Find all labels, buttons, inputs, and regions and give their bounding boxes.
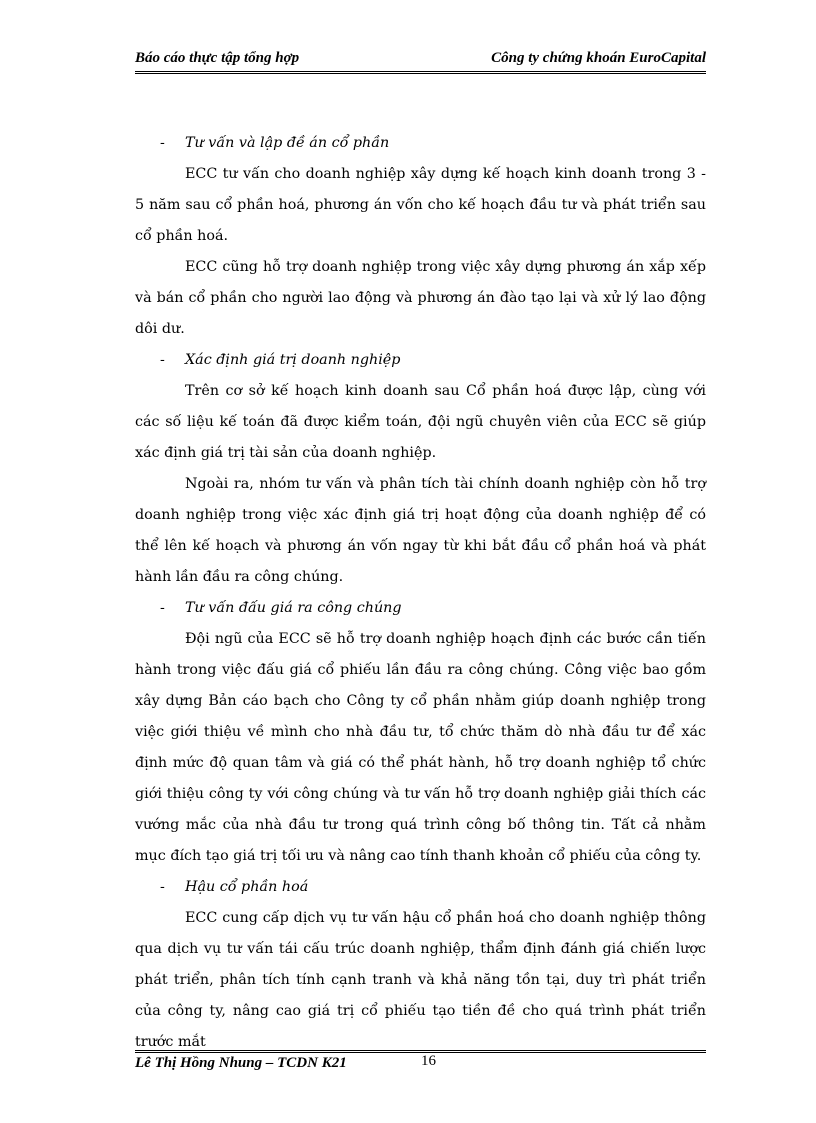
- section-title: Tư vấn và lập đề án cổ phần: [185, 135, 390, 151]
- section-heading: [135, 593, 706, 624]
- body-paragraph: Ngoài ra, nhóm tư vấn và phân tích tài chính doanh nghiệp còn hỗ trợ doanh nghiệp trong việc xác định giá trị hoạt động của doanh nghiệp để có thể lên kế hoạch và phương án vốn ngay từ khi bắt đầu cổ phần hoá và phát hành lần đầu ra công chúng.: [135, 476, 706, 585]
- body-paragraph: ECC cũng hỗ trợ doanh nghiệp trong việc xây dựng phương án xắp xếp và bán cổ phần cho người lao động và phương án đào tạo lại và xử lý lao động dôi dư.: [135, 259, 706, 337]
- page-number: 16: [421, 1053, 436, 1069]
- page-header: [135, 50, 706, 72]
- bullet-dash: -: [160, 135, 165, 151]
- section-title: Xác định giá trị doanh nghiệp: [185, 352, 401, 368]
- header-rule: [135, 71, 706, 72]
- body-paragraph: Trên cơ sở kế hoạch kinh doanh sau Cổ phần hoá được lập, cùng với các số liệu kế toán đã được kiểm toán, đội ngũ chuyên viên của ECC sẽ giúp xác định giá trị tài sản của doanh nghiệp.: [135, 383, 706, 461]
- bullet-dash: -: [160, 879, 165, 895]
- bullet-dash: -: [160, 352, 165, 368]
- footer-rule: [135, 1050, 706, 1051]
- section-title: Tư vấn đấu giá ra công chúng: [185, 600, 402, 616]
- page-footer: [135, 1055, 706, 1079]
- section-heading: [135, 872, 706, 903]
- body-paragraph: ECC cung cấp dịch vụ tư vấn hậu cổ phần hoá cho doanh nghiệp thông qua dịch vụ tư vấn tái cấu trúc doanh nghiệp, thẩm định đánh giá chiến lược phát triển, phân tích tính cạnh tranh và khả năng tồn tại, duy trì phát triển của công ty, nâng cao giá trị cổ phiếu tạo tiền đề cho quá trình phát triển trước mắt: [135, 910, 706, 1050]
- body-paragraph: Đội ngũ của ECC sẽ hỗ trợ doanh nghiệp hoạch định các bước cần tiến hành trong việc đấu giá cổ phiếu lần đầu ra công chúng. Công việc bao gồm xây dựng Bản cáo bạch cho Công ty cổ phần nhằm giúp doanh nghiệp trong việc giới thiệu về mình cho nhà đầu tư, tổ chức thăm dò nhà đầu tư để xác định mức độ quan tâm và giá có thể phát hành, hỗ trợ doanh nghiệp tổ chức giới thiệu công ty với công chúng và tư vấn hỗ trợ doanh nghiệp giải thích các vướng mắc của nhà đầu tư trong quá trình công bố thông tin. Tất cả nhằm mục đích tạo giá trị tối ưu và nâng cao tính thanh khoản cổ phiếu của công ty.: [135, 631, 706, 864]
- section-title: Hậu cổ phần hoá: [185, 879, 309, 895]
- header-rule-second: [135, 73, 706, 74]
- header-report-title: Báo cáo thực tập tổng hợp: [135, 50, 300, 66]
- header-company-name: Công ty chứng khoán EuroCapital: [491, 50, 706, 66]
- footer-author: Lê Thị Hồng Nhung – TCDN K21: [135, 1055, 347, 1071]
- section-heading: [135, 345, 706, 376]
- document-body: [135, 128, 706, 1058]
- body-paragraph: ECC tư vấn cho doanh nghiệp xây dựng kế hoạch kinh doanh trong 3 - 5 năm sau cổ phần hoá, phương án vốn cho kế hoạch đầu tư và phát triển sau cổ phần hoá.: [135, 166, 706, 244]
- bullet-dash: -: [160, 600, 165, 616]
- section-heading: [135, 128, 706, 159]
